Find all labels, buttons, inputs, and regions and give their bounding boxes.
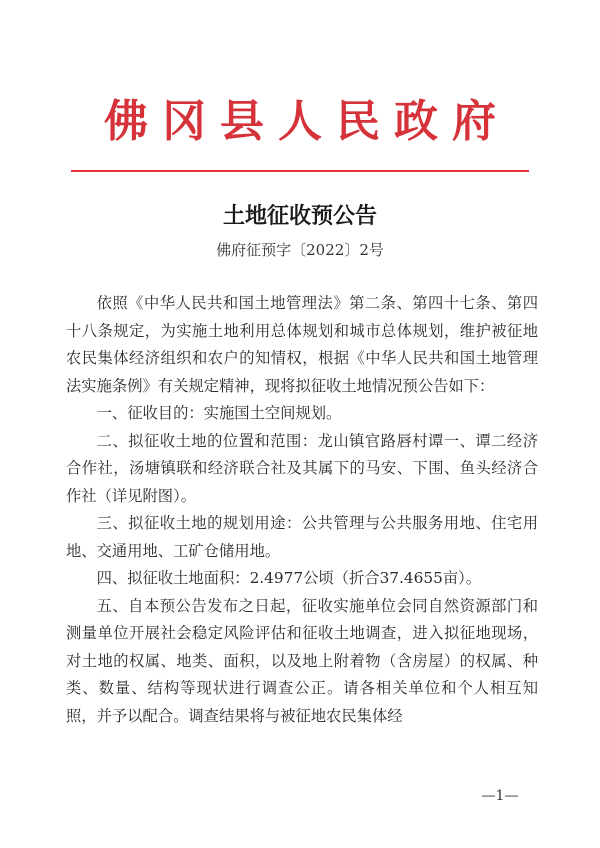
paragraph-planned-use: 三、拟征收土地的规划用途：公共管理与公共服务用地、住宅用地、交通用地、工矿仓储用地。 [66, 514, 538, 560]
document-body [66, 290, 538, 730]
document-title: 土地征收预公告 [222, 203, 377, 229]
issuing-agency-header: 佛冈县人民政府 [104, 96, 510, 147]
document-number: 佛府征预字〔2022〕2号 [216, 241, 384, 259]
red-header-rule [71, 170, 529, 172]
paragraph-investigation: 五、自本预公告发布之日起，征收实施单位会同自然资源部门和测量单位开展社会稳定风险评估和征收土地调查，进入拟征地现场，对土地的权属、地类、面积，以及地上附着物（含房屋）的权属、种类、数量、结构等现状进行调查公正。请各相关单位和个人相互知照，并予以配合。调查结果将与被征地农民集体经 [66, 596, 538, 725]
page-number: —1— [481, 788, 519, 804]
paragraph-location: 二、拟征收土地的位置和范围：龙山镇官路唇村谭一、谭二经济合作社，汤塘镇联和经济联合社及其属下的马安、下围、鱼头经济合作社（详见附图）。 [66, 431, 538, 505]
paragraph-purpose: 一、征收目的：实施国土空间规划。 [96, 404, 342, 422]
paragraph-area: 四、拟征收土地面积：2.4977公顷（折合37.4655亩）。 [96, 569, 482, 587]
paragraph-intro: 依照《中华人民共和国土地管理法》第二条、第四十七条、第四十八条规定，为实施土地利用总体规划和城市总体规划，维护被征地农民集体经济组织和农户的知情权，根据《中华人民共和国土地管理法实施条例》有关规定精神，现将拟征收土地情况预公告如下： [66, 294, 538, 395]
